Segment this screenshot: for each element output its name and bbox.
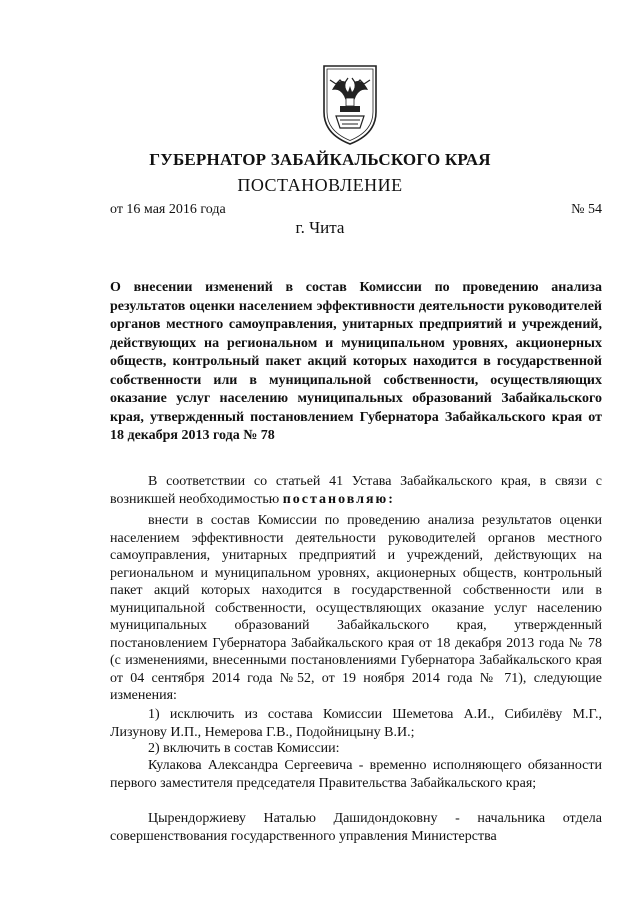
item-include: 2) включить в состав Комиссии: (148, 741, 340, 756)
member-tsyrendorzhieva: Цырендоржиеву Наталью Дашидондоковну - начальника отдела совершенствования государственного управления Министерства (110, 811, 602, 844)
coat-of-arms-icon (310, 60, 390, 146)
document-number: № 54 (571, 202, 602, 217)
preamble-text: В соответствии со статьей 41 Устава Забайкальского края, в связи с возникшей необходимостью (110, 474, 602, 507)
document-type: ПОСТАНОВЛЕНИЕ (237, 175, 403, 195)
member-kulakov: Кулакова Александра Сергеевича - временно исполняющего обязанности первого заместителя председателя Правительства Забайкальского края; (110, 758, 602, 791)
governor-title: ГУБЕРНАТОР ЗАБАЙКАЛЬСКОГО КРАЯ (149, 150, 491, 169)
decree-word: постановляю: (282, 491, 395, 507)
document-city: г. Чита (295, 218, 345, 237)
document-date: от 16 мая 2016 года (110, 202, 226, 217)
document-subject: О внесении изменений в состав Комиссии по проведению анализа результатов оценки населением эффективности деятельности руководителей органов местного самоуправления, унитарных предприятий и учреждений, действующих на региональном и муниципальном уровнях, акционерных обществ, контрольный пакет акций которых находится в государственной собственности или в муниципальной собственности, осуществляющих оказание услуг населению муниципальных образований Забайкальского края, утвержденный постановлением Губернатора Забайкальского края от 18 декабря 2013 года № 78 (110, 280, 602, 443)
main-paragraph: внести в состав Комиссии по проведению анализа результатов оценки населением эффективности деятельности руководителей органов местного самоуправления, унитарных предприятий и учреждений, действующих на региональном и муниципальном уровнях, акционерных обществ, контрольный пакет акций которых находится в государственной собственности или в муниципальной собственности, осуществляющих оказание услуг населению муниципальных образований Забайкальского края, утвержденный постановлением Губернатора Забайкальского края от 18 декабря 2013 года № 78 (с изменениями, внесенными постановлениями Губернатора Забайкальского края от 04 сентября 2014 года №52, от 19 ноября 2014 года № 71), следующие изменения: (110, 513, 602, 703)
preamble-paragraph (110, 473, 602, 508)
item-exclude: 1) исключить из состава Комиссии Шеметова А.И., Сибилёву М.Г., Лизунову И.П., Немерова Г.В., Подойницыну В.И.; (110, 707, 602, 740)
